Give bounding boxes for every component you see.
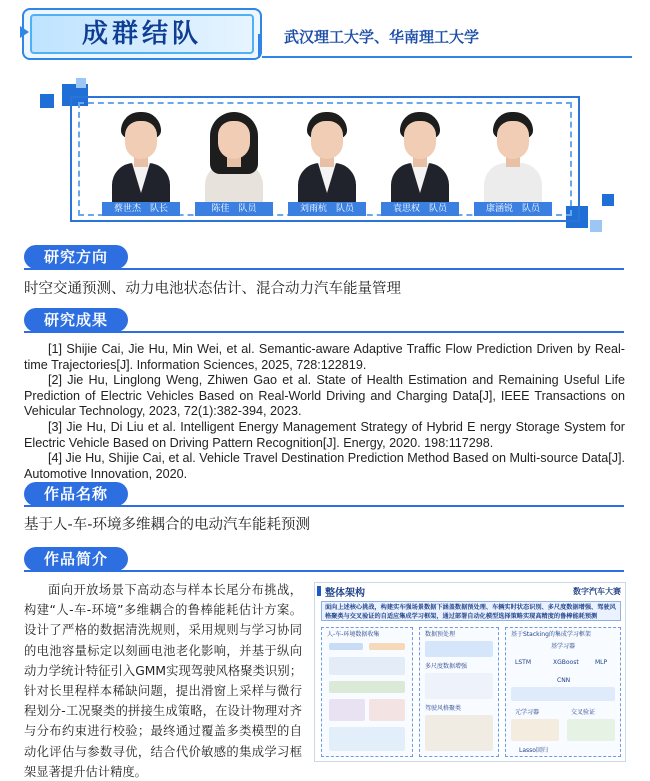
section-title-work-name: 作品名称 <box>24 482 128 506</box>
member-photo <box>387 107 453 203</box>
figure-brand: 数字汽车大赛 <box>573 587 621 596</box>
member-photo <box>294 107 360 203</box>
figure-label: 数据预处理 <box>425 631 456 638</box>
member-card <box>387 107 453 215</box>
member-photo <box>480 107 546 203</box>
paper-item: [2] Jie Hu, Linglong Weng, Zhiwen Gao et al. State of Health Estimation and Remaining Useful Life Prediction of Electric Vehicles Based on Real-World Driving and Charging Data[J], IEEE Transactions on Vehicular Technology, 2023, 72(1):382-394, 2023. <box>24 373 625 419</box>
work-name-text: 基于人-车-环境多维耦合的电动汽车能耗预测 <box>24 517 310 533</box>
figure-label: 多尺度数据增强 <box>425 663 468 670</box>
section-title-results: 研究成果 <box>24 308 128 332</box>
figure-label: XGBoost <box>553 659 579 666</box>
figure-label: Lasso回归 <box>519 747 548 754</box>
member-caption: 刘雨杭 队员 <box>288 202 366 216</box>
header-underline <box>262 56 632 58</box>
section-title-direction: 研究方向 <box>24 245 128 269</box>
member-card <box>108 107 174 215</box>
figure-block <box>329 727 405 751</box>
figure-title-bar <box>317 586 321 596</box>
section-title-intro: 作品简介 <box>24 547 128 571</box>
figure-block <box>369 699 405 721</box>
member-photo <box>108 107 174 203</box>
paper-item: [3] Jie Hu, Di Liu et al. Intelligent Energy Management Strategy of Hybrid E nergy Storage System for Electric Vehicle Based on Driving Pattern Recognition[J]. Energy, 2020. 198:117298. <box>24 419 625 450</box>
figure-label: 驾驶风格聚类 <box>425 705 462 712</box>
figure-block <box>425 641 493 657</box>
member-caption: 陈佳 队员 <box>195 202 273 216</box>
decor-square <box>76 78 86 88</box>
figure-banner: 面向上述核心挑战，构建实车强场景数据下涵盖数据预处理、车辆实时状态识别、多尺度数据增强、驾驶风格聚类与交叉验证的自适应集成学习框架，通过部署自动化模型选择策略实现高精度的鲁棒能耗预测 <box>321 601 621 621</box>
figure-block <box>511 719 559 741</box>
figure-label: MLP <box>595 659 608 666</box>
figure-block <box>425 673 493 699</box>
universities: 武汉理工大学、华南理工大学 <box>284 28 480 46</box>
figure-block <box>329 681 405 693</box>
paper-item: [1] Shijie Cai, Jie Hu, Min Wei, et al. Semantic-aware Adaptive Traffic Flow Prediction Driven by Real-time Trajectories[J]. Information Sciences, 2025, 728:122819. <box>24 342 625 372</box>
decor-square <box>602 194 614 206</box>
decor-square <box>590 220 602 232</box>
figure-label: 人-车-环境数据收集 <box>327 631 380 638</box>
paper-item: [4] Jie Hu, Shijie Cai, et al. Vehicle Travel Destination Prediction Method Based on Multi-source Data[J]. Automotive Innovation, 2020. <box>24 451 625 481</box>
figure-label: 交叉验证 <box>571 709 596 716</box>
paper-list <box>24 342 625 482</box>
intro-text: 面向开放场景下高动态与样本长尾分布挑战，构建“人-车-环境”多维耦合的鲁棒能耗估计方案。设计了严格的数据清洗规则，采用规则与学习协同的电池容量标定以刻画电池老化影响，并基于纵向动力学统计特征引入GMM实现驾驶风格聚类识别；针对长里程样本稀缺问题，提出滑窗上采样与微行程划分-工况聚类的拼接生成策略，在设计物理对齐与分布约束进行校验；最终通过覆盖多类模型的自动化评估与参数寻优，结合代价敏感的集成学习框架显著提升估计精度。 <box>24 583 302 779</box>
figure-label: LSTM <box>515 659 531 666</box>
figure-block <box>567 719 615 741</box>
figure-block <box>329 699 365 721</box>
figure-block <box>511 687 615 701</box>
figure-block <box>329 643 363 650</box>
team-name: 成群结队 <box>81 19 202 49</box>
header-divider <box>258 34 260 58</box>
decor-square <box>40 94 54 108</box>
architecture-figure <box>314 582 626 762</box>
member-caption: 康涵锐 队员 <box>474 202 552 216</box>
figure-block <box>329 657 405 675</box>
member-card <box>294 107 360 215</box>
figure-header <box>315 583 626 597</box>
figure-label: CNN <box>557 677 571 684</box>
figure-label: 元学习器 <box>515 709 540 716</box>
member-caption: 蔡世杰 队长 <box>102 202 180 216</box>
member-card <box>480 107 546 215</box>
member-card <box>201 107 267 215</box>
figure-label: 基学习器 <box>551 643 576 650</box>
member-photo <box>201 107 267 203</box>
figure-title: 整体架构 <box>325 588 365 599</box>
figure-block <box>425 715 493 751</box>
header-arrow-icon <box>20 26 29 38</box>
figure-label: 基于Stacking的集成学习框架 <box>511 631 591 638</box>
member-caption: 袁思权 队员 <box>381 202 459 216</box>
research-direction-text: 时空交通预测、动力电池状态估计、混合动力汽车能量管理 <box>24 281 401 297</box>
figure-block <box>369 643 405 650</box>
